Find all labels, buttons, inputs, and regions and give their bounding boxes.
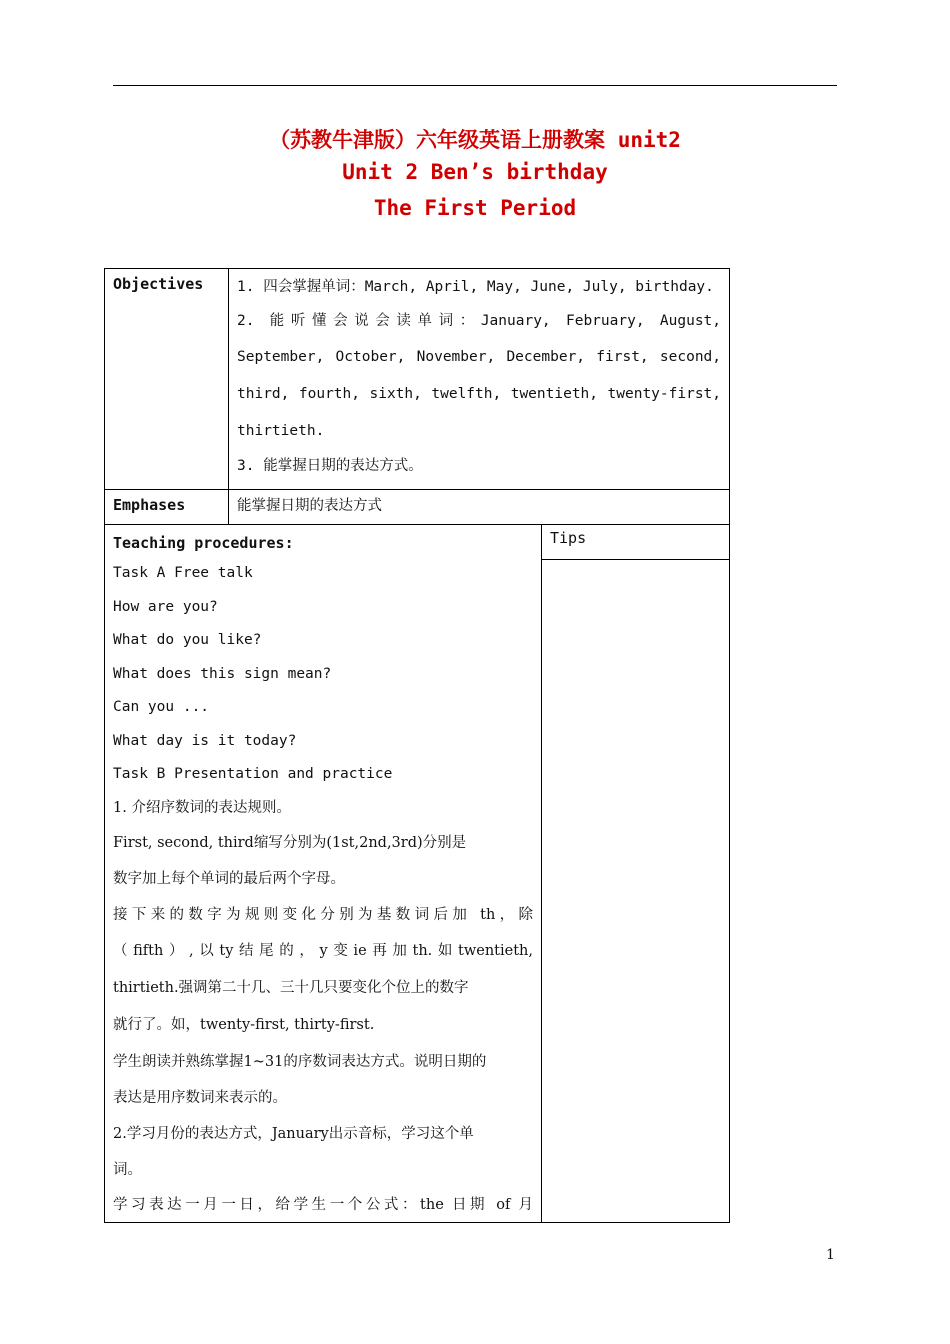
procedure-line: 学生朗读并熟练掌握1~31的序数词表达方式。说明日期的 <box>113 1054 487 1070</box>
procedure-line: What do you like? <box>113 632 262 648</box>
objective-line: September, October, November, December, first, second, <box>237 349 722 365</box>
procedure-line: thirtieth.强调第二十几、三十几只要变化个位上的数字 <box>113 980 469 996</box>
procedures-label: Teaching procedures: <box>113 534 294 552</box>
objective-line: thirtieth. <box>237 423 325 439</box>
procedure-line: First, second, third缩写分别为(1st,2nd,3rd)分别是 <box>113 835 467 851</box>
procedure-line: 数字加上每个单词的最后两个字母。 <box>113 871 345 887</box>
tips-column <box>542 525 730 1223</box>
procedure-line: Task A Free talk <box>113 565 253 581</box>
objectives-row <box>105 269 730 490</box>
tips-label: Tips <box>542 525 729 559</box>
header-rule <box>113 85 837 86</box>
procedure-line: （fifth）,以ty结尾的，y变ie再加th.如twentieth, <box>113 943 533 959</box>
unit-title: Unit 2 Ben’s birthday <box>342 160 608 184</box>
procedure-line: 接下来的数字为规则变化分别为基数词后加 th，除 <box>113 907 533 923</box>
procedure-line: What does this sign mean? <box>113 665 332 682</box>
procedure-line: Task B Presentation and practice <box>113 766 393 782</box>
page-number: 1 <box>826 1247 835 1263</box>
document-title: （苏教牛津版）六年级英语上册教案 unit2 <box>269 128 681 152</box>
procedure-line: 2.学习月份的表达方式，January出示音标，学习这个单 <box>113 1126 474 1142</box>
procedure-line: 词。 <box>113 1162 142 1178</box>
objective-line: 2. 能听懂会说会读单词：January, February, August, <box>237 312 722 329</box>
procedure-line: 就行了。如，twenty-first, thirty-first. <box>113 1017 375 1033</box>
procedure-line: 1. 介绍序数词的表达规则。 <box>113 799 291 816</box>
procedure-line: 学习表达一月一日，给学生一个公式：the 日期 of 月 <box>113 1197 533 1213</box>
tips-content <box>542 559 729 1200</box>
procedure-line: Can you ... <box>113 699 210 715</box>
tips-table <box>542 525 729 1200</box>
procedures-row <box>105 525 730 1223</box>
objective-line: 1. 四会掌握单词：March, April, May, June, July, birthday. <box>237 279 714 295</box>
emphases-content: 能掌握日期的表达方式 <box>229 490 730 525</box>
lesson-plan-table <box>104 268 730 1223</box>
procedure-line: 表达是用序数词来表示的。 <box>113 1090 287 1106</box>
objectives-content <box>229 269 730 490</box>
period-title: The First Period <box>373 196 577 220</box>
procedures-content <box>105 525 542 1223</box>
objective-line: third, fourth, sixth, twelfth, twentieth, twenty-first, <box>237 386 722 402</box>
procedure-line: What day is it today? <box>113 732 297 749</box>
objective-line: 3. 能掌握日期的表达方式。 <box>237 458 423 474</box>
emphases-label: Emphases <box>105 490 229 525</box>
emphases-row <box>105 490 730 525</box>
procedure-line: How are you? <box>113 598 218 615</box>
objectives-label: Objectives <box>105 269 229 490</box>
